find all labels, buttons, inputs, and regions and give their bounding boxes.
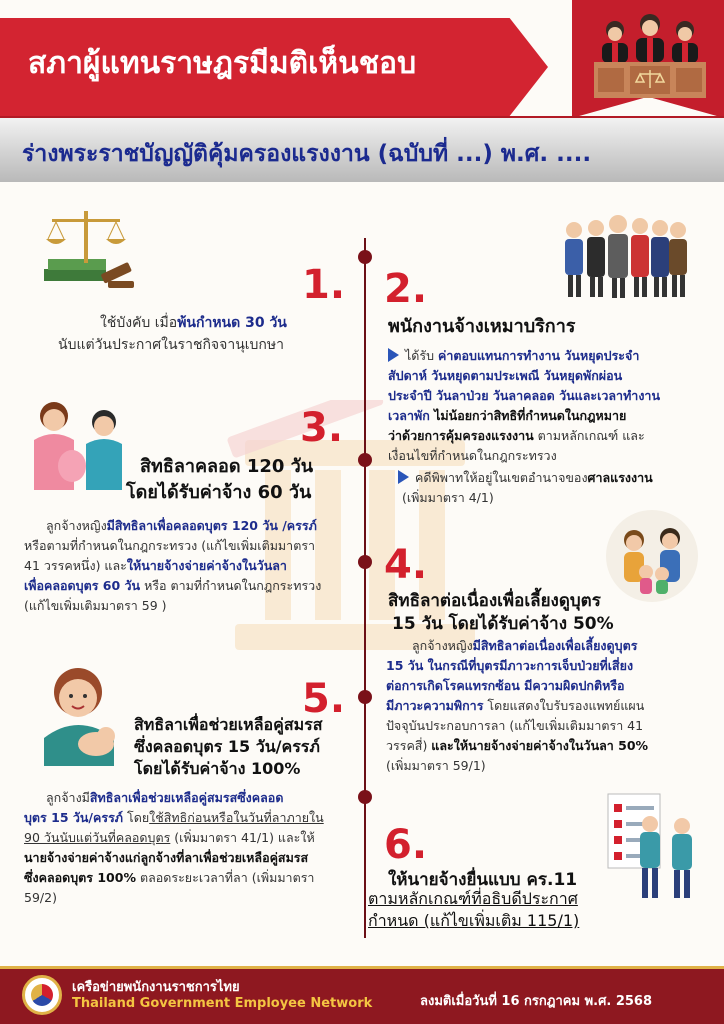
- timeline-dot: [358, 690, 372, 704]
- item3-body: ลูกจ้างหญิงมีสิทธิลาเพื่อคลอดบุตร 120 วัน /ครรภ์ หรือตามที่กำหนดในกฎกระทรวง (แก้ไขเพิ่มเติมมาตรา 41 วรรคหนึ่ง) และให้นายจ้างจ่ายค่าจ้างในวันลา เพื่อคลอดบุตร 60 วัน หรือ ตามที่กำหนดในกฎกระทรวง (แก้ไขเพิ่มเติมมาตรา 59 ): [24, 518, 322, 613]
- item-number: 6.: [384, 822, 428, 868]
- item2-body: ได้รับ ค่าตอบแทนการทำงาน วันหยุดประจำ สัปดาห์ วันหยุดตามประเพณี วันหยุดพักผ่อน ประจำปี วันลาป่วย วันลาคลอด วันและเวลาทำงาน เวลาพัก ไม่น้อยกว่าสิทธิที่กำหนดในกฎหมาย ว่าด้วยการคุ้มครองแรงงาน ตามหลักเกณฑ์ และ เงื่อนไขที่กำหนดในกฎกระทรวง คดีพิพาทให้อยู่ในเขตอำนาจของศาลแรงงาน (เพิ่มมาตรา 4/1): [388, 348, 660, 505]
- arrow-bullet-icon: [398, 470, 409, 484]
- org-name-english: Thailand Government Employee Network: [72, 996, 373, 1011]
- timeline-line: [364, 238, 366, 938]
- resolution-date: ลงมติเมื่อวันที่ 16 กรกฎาคม พ.ศ. 2568: [420, 994, 652, 1009]
- page-title: สภาผู้แทนราษฎรมีมติเห็นชอบ: [28, 46, 417, 81]
- item-number: 3.: [300, 405, 344, 451]
- timeline-dot: [358, 250, 372, 264]
- item5-heading: สิทธิลาเพื่อช่วยเหลือคู่สมรส: [134, 715, 323, 734]
- item5-heading: โดยได้รับค่าจ้าง 100%: [134, 759, 301, 778]
- item1-text: นับแต่วันประกาศในราชกิจจานุเบกษา: [58, 337, 284, 353]
- father-baby-icon: [34, 662, 128, 766]
- item4-heading: สิทธิลาต่อเนื่องเพื่อเลี้ยงดูบุตร: [388, 591, 601, 611]
- item1-text: ใช้บังคับ เมื่อพ้นกำหนด 30 วัน: [100, 315, 287, 331]
- network-logo-emblem-icon: [31, 984, 53, 1006]
- item5-body: ลูกจ้างมีสิทธิลาเพื่อช่วยเหลือคู่สมรสซึ่งคลอด บุตร 15 วัน/ครรภ์ โดยใช้สิทธิก่อนหรือในวันที่ลาภายใน 90 วันนับแต่วันที่คลอดบุตร (เพิ่มมาตรา 41/1) และให้ นายจ้างจ่ายค่าจ้างแก่ลูกจ้างที่ลาเพื่อช่วยเหลือคู่สมรส ซึ่งคลอดบุตร 100% ตลอดระยะเวลาที่ลา (เพิ่มมาตรา 59/2): [24, 790, 324, 905]
- item6-text: ตามหลักเกณฑ์ที่อธิบดีประกาศ: [368, 889, 578, 908]
- pregnant-mother-icon: [22, 396, 134, 498]
- employees-group-icon: [560, 208, 690, 302]
- item4-body: ลูกจ้างหญิงมีสิทธิลาต่อเนื่องเพื่อเลี้ยงดูบุตร 15 วัน ในกรณีที่บุตรมีภาวะการเจ็บป่วยที่เสี่ยง ต่อการเกิดโรคแทรกซ้อน มีความผิดปกติหรือ มีภาวะความพิการ โดยแสดงใบรับรองแพทย์แผน ปัจจุบันประกอบการลา (แก้ไขเพิ่มเติมมาตรา 41 วรรคสี่) และให้นายจ้างจ่ายค่าจ้างในวันลา 50% (เพิ่มมาตรา 59/1): [386, 638, 649, 773]
- item3-heading: โดยได้รับค่าจ้าง 60 วัน: [126, 482, 312, 503]
- item-number: 5.: [302, 676, 346, 722]
- item-number: 2.: [384, 266, 428, 312]
- act-title: ร่างพระราชบัญญัติคุ้มครองแรงงาน (ฉบับที่ ...) พ.ศ. ....: [22, 141, 592, 167]
- item2-heading: พนักงานจ้างเหมาบริการ: [388, 316, 576, 337]
- item-number: 4.: [384, 542, 428, 588]
- family-icon: [604, 508, 700, 604]
- item5-heading: ซึ่งคลอดบุตร 15 วัน/ครรภ์: [134, 737, 320, 756]
- item6-heading: ให้นายจ้างยื่นแบบ คร.11: [388, 870, 578, 890]
- timeline-dot: [358, 453, 372, 467]
- item4-heading: 15 วัน โดยได้รับค่าจ้าง 50%: [392, 614, 614, 634]
- arrow-bullet-icon: [388, 348, 399, 362]
- item3-heading: สิทธิลาคลอด 120 วัน: [140, 456, 314, 477]
- org-name-thai: เครือข่ายพนักงานราชการไทย: [72, 980, 240, 995]
- document-checklist-icon: [600, 786, 704, 906]
- timeline-dot: [358, 555, 372, 569]
- item6-text: กำหนด (แก้ไขเพิ่มเติม 115/1): [368, 911, 580, 930]
- parliament-members-icon: [590, 10, 710, 102]
- item-number: 1.: [302, 262, 346, 308]
- justice-scale-icon: [34, 205, 138, 291]
